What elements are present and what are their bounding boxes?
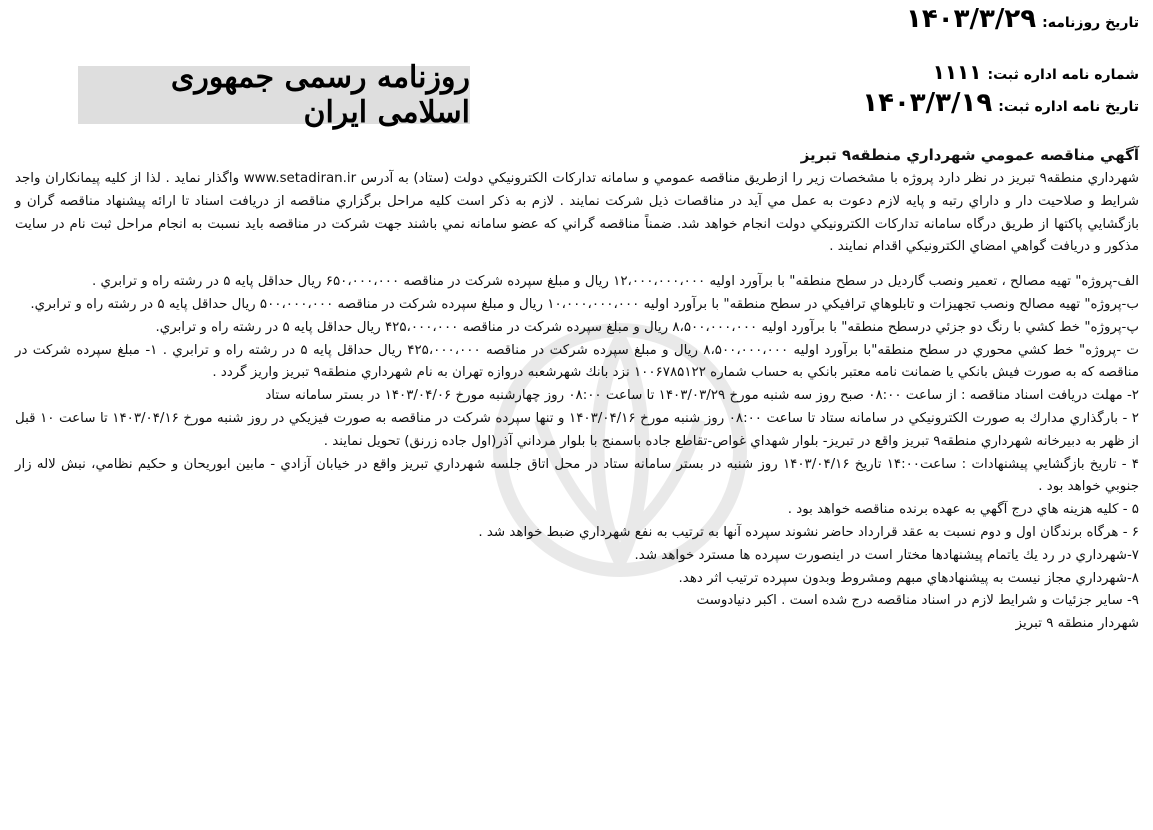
notice-item-6-winners: ۶ - هرگاه برندگان اول و دوم نسبت به عقد قرارداد حاضر نشوند سپرده آنها به ترتيب به نفع شهرداري ضبط خواهد شد . (478, 524, 1139, 540)
registry-letter-date-value: ۱۴۰۳/۳/۱۹ (862, 88, 993, 118)
newspaper-date (906, 4, 1139, 34)
newspaper-date-label: تاريخ روزنامه: (1042, 15, 1139, 31)
notice-item-5-costs: ۵ - كليه هزينه هاي درج آگهي به عهده برنده مناقصه خواهد بود . (787, 502, 1139, 518)
newspaper-date-value: ۱۴۰۳/۳/۲۹ (906, 4, 1037, 34)
notice-item-a: الف-پروژه" تهيه مصالح ، تعمير ونصب گارديل در سطح منطقه" با برآورد اوليه ۱۲،۰۰۰،۰۰۰،۰۰۰ ريال و مبلغ سپرده شركت در مناقصه ۶۵۰،۰۰۰،۰۰۰ ريال حداقل پايه ۵ در رشته راه و ترابري . (92, 274, 1139, 290)
notice-item-p: پ-پروژه" خط كشي با رنگ دو جزئي درسطح منطقه" با برآورد اوليه ۸،۵۰۰،۰۰۰،۰۰۰ ريال و مبلغ سپرده شركت در مناقصه ۴۲۵،۰۰۰،۰۰۰ ريال حداقل پايه ۵ در رشته راه و ترابري. (155, 319, 1139, 335)
registry-letter-number-label: شماره نامه اداره ثبت: (987, 67, 1139, 83)
registry-letter-date (862, 88, 1139, 118)
notice-title: آگهي مناقصه عمومي شهرداري منطقه۹ تبريز (800, 146, 1139, 164)
registry-letter-date-label: تاريخ نامه اداره ثبت: (998, 99, 1139, 115)
notice-item-8-conditional: ۸-شهرداري مجاز نيست به پيشنهادهاي مبهم ومشروط وبدون سپرده ترتيب اثر دهد. (678, 570, 1139, 586)
official-gazette-logo-text: روزنامه رسمی جمهوری اسلامی ایران (170, 60, 470, 130)
notice-item-b: ب-پروژه" تهيه مصالح ونصب تجهيزات و تابلوهاي ترافيكي در سطح منطقه" با برآورد اوليه ۱۰،۰۰۰،۰۰۰،۰۰۰ ريال و مبلغ سپرده شركت در مناقصه ۵۰۰،۰۰۰،۰۰۰ ريال حداقل پايه ۵ در رشته راه و ترابري. (30, 296, 1139, 312)
notice-item-2-upload: ۲ - بارگذاري مدارك به صورت الكترونيكي در سامانه ستاد تا ساعت ۰۸:۰۰ روز شنبه مورخ ۱۴۰۳/۰۴/۱۶ و تنها سپرده شركت در مناقصه به صورت فيزيكي در روز شنبه مورخ ۱۴۰۳/۰۴/۱۶ تا ساعت ۱۰ قبل از ظهر به دبيرخانه شهرداري منطقه۹ تبريز واقع در تبريز- بلوار شهداي غواص-تقاطع جاده باسمنج با بلوار مرداني آذر(اول جاده زرنق) تحويل نمايند . (15, 410, 1139, 449)
notice-body (15, 168, 1139, 636)
official-gazette-banner (78, 60, 470, 130)
notice-item-4-opening: ۴ - تاريخ بازگشايي پيشنهادات : ساعت۱۴:۰۰ تاريخ ۱۴۰۳/۰۴/۱۶ روز شنبه در بستر سامانه ستاد در محل اتاق جلسه شهرداري تبريز واقع در خيابان آزادي - مابين ابوريحان و حكيم نظامي، نبش لاله زار جنوبي خواهد بود . (15, 456, 1139, 495)
notice-intro: شهرداري منطقه۹ تبريز در نظر دارد پروژه با مشخصات زير را ازطريق مناقصه عمومي و سامانه تداركات الكترونيكي دولت (ستاد) به آدرس www.setadiran.ir واگذار نمايد . لذا از كليه پيمانكاران واجد شرايط و صلاحيت دار و داراي رتبه و پايه لازم دعوت به عمل مي آيد در مناقصات ذيل شركت نمايند . لازم به ذكر است كليه مراحل برگزاري مناقصه از دريافت اسناد تا ارائه پيشنهاد مناقصه گران و بازگشايي پاكتها از طريق درگاه سامانه تداركات الكترونيكي دولت انجام خواهد شد. ضمناً مناقصه گراني كه عضو سامانه نمي باشند جهت شركت در مناقصه بايد نسبت به انجام مراحل ثبت نام در سايت مذكور و دريافت گواهي امضاي الكترونيكي اقدام نمايند . (15, 171, 1139, 255)
registry-letter-number-value: ۱۱۱۱ (932, 60, 982, 84)
notice-item-2-deadline: ۲- مهلت دريافت اسناد مناقصه : از ساعت ۰۸:۰۰ صبح روز سه شنبه مورخ ۱۴۰۳/۰۳/۲۹ تا ساعت ۰۸:۰۰ روز چهارشنبه مورخ ۱۴۰۳/۰۴/۰۶ در بستر سامانه ستاد (265, 388, 1139, 404)
notice-signature: شهردار منطقه ۹ تبريز (1015, 616, 1139, 632)
notice-item-t: ت -پروژه" خط كشي محوري در سطح منطقه"با برآورد اوليه ۸،۵۰۰،۰۰۰،۰۰۰ ريال و مبلغ سپرده شركت در مناقصه ۴۲۵،۰۰۰،۰۰۰ ريال حداقل پايه ۵ در رشته راه و ترابري . ۱- مبلغ سپرده شركت در مناقصه كه به صورت فيش بانكي يا ضمانت نامه معتبر بانكي به حساب شماره ۱۰۰۶۷۸۵۱۲۲ نزد بانك شهرشعبه دروازه تهران به نام شهرداري منطقه۹ تبريز واريز گردد . (15, 342, 1139, 381)
notice-item-7-reject: ۷-شهرداري در رد يك ياتمام پيشنهادها مختار است در اينصورت سپرده ها مسترد خواهد شد. (634, 547, 1139, 563)
registry-letter-number (933, 60, 1139, 84)
notice-item-9-details: ۹- ساير جزئيات و شرايط لازم در اسناد مناقصه درج شده است . اكبر دنيادوست (696, 593, 1139, 609)
